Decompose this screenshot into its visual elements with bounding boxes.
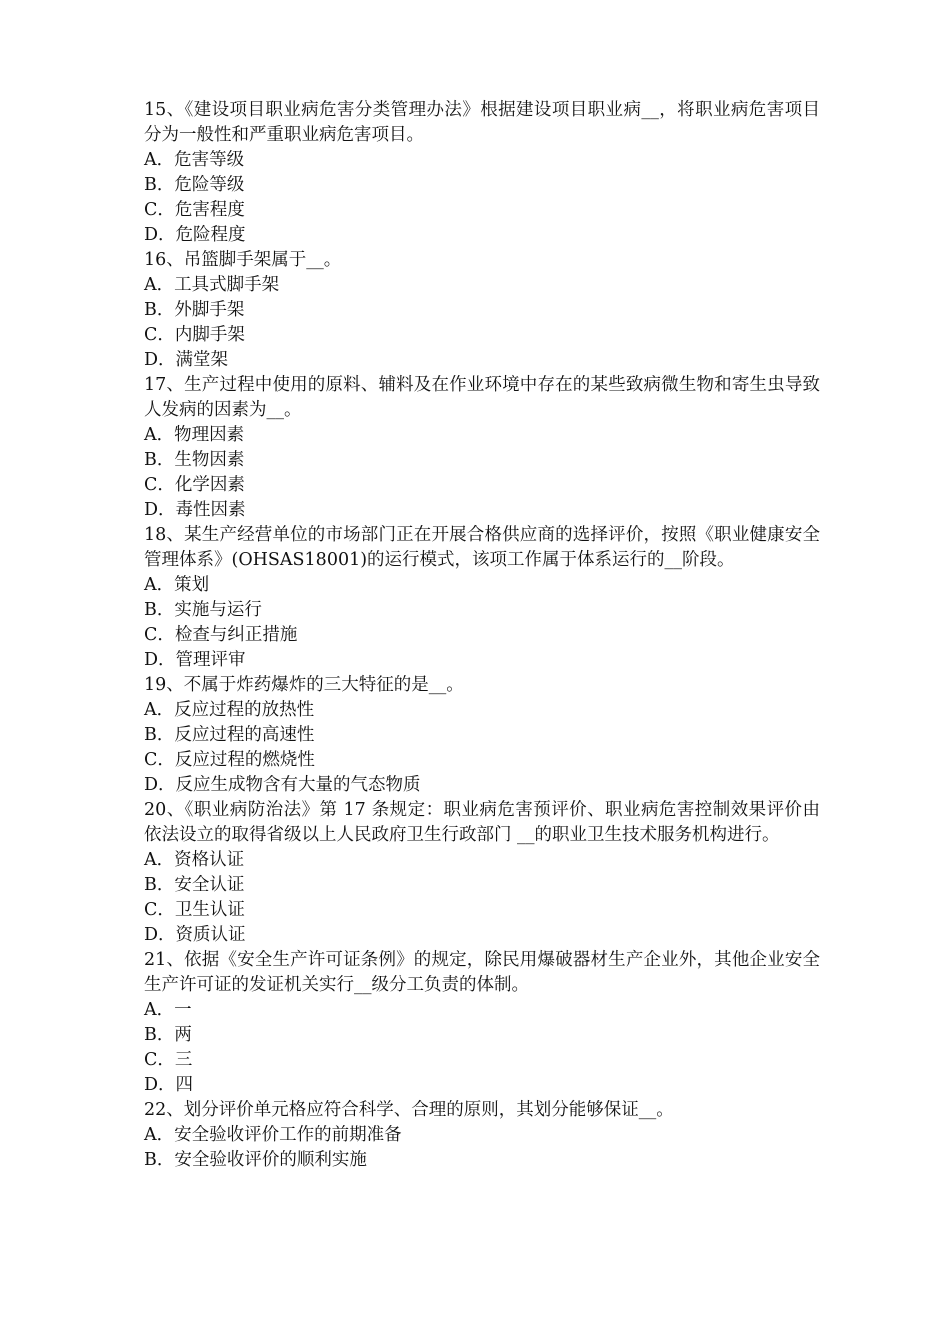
option-a: A．工具式脚手架 [144,275,280,295]
option-d: D．毒性因素 [144,500,246,520]
option-d: D．资质认证 [144,925,246,945]
option-c: C．反应过程的燃烧性 [144,750,315,770]
question-text: 15、《建设项目职业病危害分类管理办法》根据建设项目职业病__，将职业病危害项目分为一般性和严重职业病危害项目。 [144,100,820,145]
option-d: D．危险程度 [144,225,246,245]
question-text: 17、生产过程中使用的原料、辅料及在作业环境中存在的某些致病微生物和寄生虫导致人发病的因素为__。 [144,375,820,420]
question-list [144,98,820,1173]
question-text: 20、《职业病防治法》第 17 条规定：职业病危害预评价、职业病危害控制效果评价由依法设立的取得省级以上人民政府卫生行政部门 __的职业卫生技术服务机构进行。 [144,800,820,845]
option-b: B．危险等级 [144,175,245,195]
option-a: A．一 [144,1000,192,1020]
option-a: A．反应过程的放热性 [144,700,315,720]
question-17 [144,373,820,523]
option-c: C．化学因素 [144,475,245,495]
option-d: D．反应生成物含有大量的气态物质 [144,775,421,795]
question-20 [144,798,820,948]
question-text: 21、依据《安全生产许可证条例》的规定，除民用爆破器材生产企业外，其他企业安全生产许可证的发证机关实行__级分工负责的体制。 [144,950,820,995]
option-c: C．危害程度 [144,200,245,220]
option-b: B．实施与运行 [144,600,262,620]
option-c: C．检查与纠正措施 [144,625,298,645]
option-d: D．管理评审 [144,650,246,670]
option-b: B．安全验收评价的顺利实施 [144,1150,367,1170]
option-d: D．满堂架 [144,350,229,370]
option-b: B．反应过程的高速性 [144,725,315,745]
option-d: D．四 [144,1075,194,1095]
option-c: C．内脚手架 [144,325,245,345]
option-b: B．外脚手架 [144,300,245,320]
option-a: A．资格认证 [144,850,245,870]
option-a: A．物理因素 [144,425,245,445]
option-b: B．生物因素 [144,450,245,470]
question-15 [144,98,820,248]
option-a: A．危害等级 [144,150,245,170]
question-text: 19、不属于炸药爆炸的三大特征的是__。 [144,675,464,695]
option-b: B．两 [144,1025,192,1045]
question-text: 18、某生产经营单位的市场部门正在开展合格供应商的选择评价，按照《职业健康安全管理体系》(OHSAS18001)的运行模式，该项工作属于体系运行的__阶段。 [144,525,820,570]
question-19 [144,673,820,798]
question-text: 22、划分评价单元格应符合科学、合理的原则，其划分能够保证__。 [144,1100,674,1120]
option-b: B．安全认证 [144,875,245,895]
option-c: C．卫生认证 [144,900,245,920]
question-21 [144,948,820,1098]
question-22 [144,1098,820,1173]
option-a: A．策划 [144,575,210,595]
question-18 [144,523,820,673]
option-a: A．安全验收评价工作的前期准备 [144,1125,402,1145]
option-c: C．三 [144,1050,193,1070]
question-text: 16、吊篮脚手架属于__。 [144,250,342,270]
question-16 [144,248,820,373]
